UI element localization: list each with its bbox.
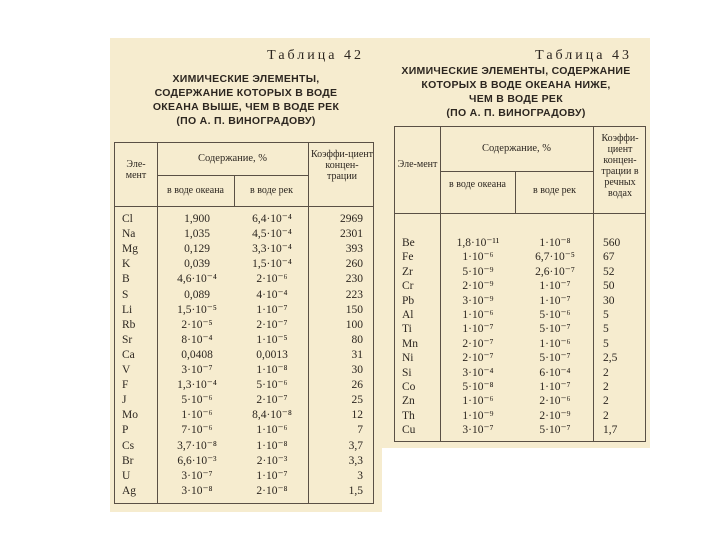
element-cell: Cs bbox=[122, 439, 135, 452]
table-43-page bbox=[382, 38, 650, 448]
ocean-value-cell: 3·10⁻⁹ bbox=[462, 294, 494, 307]
ocean-value-cell: 5·10⁻⁶ bbox=[181, 394, 213, 407]
ocean-value-cell: 6,6·10⁻³ bbox=[177, 454, 217, 467]
ocean-value-cell: 2·10⁻⁷ bbox=[462, 352, 494, 365]
river-value-cell: 1·10⁻⁷ bbox=[256, 303, 288, 316]
element-cell: Zn bbox=[402, 395, 415, 408]
coefficient-cell: 2 bbox=[603, 409, 609, 422]
header-coefficient: Коэффи-циент концен-трации в речных водах bbox=[601, 133, 639, 199]
river-value-cell: 3,3·10⁻⁴ bbox=[252, 243, 292, 256]
ocean-value-cell: 3·10⁻⁸ bbox=[181, 484, 213, 497]
table-row bbox=[395, 309, 645, 323]
element-cell: Zr bbox=[402, 265, 413, 278]
title-line: ОКЕАНА ВЫШЕ, ЧЕМ В ВОДЕ РЕК bbox=[152, 101, 340, 113]
title-line: (ПО А. П. ВИНОГРАДОВУ) bbox=[446, 107, 586, 119]
element-cell: Mn bbox=[402, 337, 418, 350]
header-river: в воде рек bbox=[250, 185, 293, 196]
header-coefficient: Коэффи-циент концен-трации bbox=[311, 149, 373, 182]
header-element: Эле-мент bbox=[125, 159, 147, 181]
coefficient-cell: 393 bbox=[345, 243, 363, 256]
coefficient-cell: 260 bbox=[345, 258, 363, 271]
ocean-value-cell: 1·10⁻⁶ bbox=[462, 309, 494, 321]
river-value-cell: 1·10⁻⁷ bbox=[539, 294, 571, 307]
coefficient-cell: 12 bbox=[351, 409, 363, 422]
coefficient-cell: 67 bbox=[603, 251, 615, 264]
title-line: ХИМИЧЕСКИЕ ЭЛЕМЕНТЫ, СОДЕРЖАНИЕ bbox=[401, 65, 631, 77]
coefficient-cell: 2 bbox=[603, 395, 609, 408]
table-row bbox=[115, 485, 373, 500]
coefficient-cell: 26 bbox=[351, 379, 363, 392]
coefficient-cell: 2 bbox=[603, 381, 609, 393]
table-43-title bbox=[382, 64, 650, 120]
river-value-cell: 2·10⁻⁶ bbox=[256, 273, 288, 286]
table-row bbox=[115, 334, 373, 349]
title-line: СОДЕРЖАНИЕ КОТОРЫХ В ВОДЕ bbox=[154, 87, 338, 99]
table-row bbox=[395, 381, 645, 395]
element-cell: Al bbox=[402, 309, 414, 321]
ocean-value-cell: 3·10⁻⁷ bbox=[462, 424, 494, 437]
table-row bbox=[395, 410, 645, 424]
river-value-cell: 2,6·10⁻⁷ bbox=[535, 265, 575, 278]
river-value-cell: 8,4·10⁻⁸ bbox=[252, 409, 292, 422]
table-row bbox=[395, 323, 645, 337]
river-value-cell: 6,7·10⁻⁵ bbox=[535, 251, 575, 264]
header-content: Содержание, % bbox=[481, 143, 551, 154]
ocean-value-cell: 0,0408 bbox=[181, 348, 213, 361]
river-value-cell: 1,5·10⁻⁴ bbox=[252, 258, 292, 271]
table-row bbox=[115, 258, 373, 273]
ocean-value-cell: 1·10⁻⁷ bbox=[462, 323, 494, 336]
table-43-number: Таблица 43 bbox=[535, 48, 632, 63]
element-cell: J bbox=[122, 394, 127, 407]
table-row bbox=[395, 424, 645, 438]
coefficient-cell: 30 bbox=[603, 294, 615, 307]
ocean-value-cell: 4,6·10⁻⁴ bbox=[177, 273, 217, 286]
ocean-value-cell: 5·10⁻⁹ bbox=[462, 265, 494, 278]
coefficient-cell: 2 bbox=[603, 366, 609, 379]
element-cell: S bbox=[122, 288, 129, 301]
table-row bbox=[115, 304, 373, 319]
element-cell: Si bbox=[402, 366, 412, 379]
element-cell: Cl bbox=[122, 213, 133, 225]
table-row bbox=[395, 237, 645, 251]
river-value-cell: 1·10⁻⁷ bbox=[539, 280, 571, 293]
river-value-cell: 6·10⁻⁴ bbox=[539, 366, 571, 379]
river-value-cell: 5·10⁻⁷ bbox=[539, 323, 571, 336]
table-42-title bbox=[110, 72, 382, 128]
river-value-cell: 0,0013 bbox=[256, 348, 288, 361]
title-line: ЧЕМ В ВОДЕ РЕК bbox=[469, 93, 563, 105]
ocean-value-cell: 2·10⁻⁹ bbox=[462, 280, 494, 293]
river-value-cell: 1·10⁻⁶ bbox=[539, 337, 571, 350]
element-cell: Be bbox=[402, 237, 415, 249]
table-row bbox=[395, 338, 645, 352]
title-line: КОТОРЫХ В ВОДЕ ОКЕАНА НИЖЕ, bbox=[421, 79, 611, 91]
coefficient-cell: 50 bbox=[603, 280, 615, 293]
ocean-value-cell: 1,900 bbox=[184, 213, 210, 225]
element-cell: Th bbox=[402, 409, 415, 422]
table-row bbox=[115, 243, 373, 258]
coefficient-cell: 5 bbox=[603, 337, 609, 350]
element-cell: Ni bbox=[402, 352, 414, 365]
table-42-number: Таблица 42 bbox=[267, 48, 364, 63]
river-value-cell: 2·10⁻⁷ bbox=[256, 394, 288, 407]
element-cell: Rb bbox=[122, 318, 136, 331]
ocean-value-cell: 1,5·10⁻⁵ bbox=[177, 303, 217, 316]
element-cell: Br bbox=[122, 454, 134, 467]
coefficient-cell: 2301 bbox=[340, 228, 363, 241]
table-row bbox=[395, 352, 645, 366]
ocean-value-cell: 0,089 bbox=[184, 288, 210, 301]
element-cell: Ag bbox=[122, 484, 137, 497]
coefficient-cell: 25 bbox=[351, 394, 363, 407]
table-row bbox=[395, 395, 645, 409]
header-river: в воде рек bbox=[533, 185, 576, 196]
ocean-value-cell: 8·10⁻⁴ bbox=[181, 333, 213, 346]
title-line: (ПО А. П. ВИНОГРАДОВУ) bbox=[176, 115, 316, 127]
element-cell: Li bbox=[122, 303, 133, 316]
coefficient-cell: 3,3 bbox=[348, 454, 363, 467]
table-row bbox=[395, 280, 645, 294]
river-value-cell: 5·10⁻⁷ bbox=[539, 352, 571, 365]
ocean-value-cell: 1·10⁻⁹ bbox=[462, 409, 494, 422]
coefficient-cell: 5 bbox=[603, 323, 609, 336]
river-value-cell: 5·10⁻⁶ bbox=[256, 379, 288, 392]
element-cell: Ti bbox=[402, 323, 412, 336]
table-row bbox=[395, 295, 645, 309]
ocean-value-cell: 5·10⁻⁸ bbox=[462, 381, 494, 393]
river-value-cell: 2·10⁻³ bbox=[256, 454, 288, 467]
element-cell: P bbox=[122, 424, 129, 437]
ocean-value-cell: 1,3·10⁻⁴ bbox=[177, 379, 217, 392]
table-row bbox=[115, 455, 373, 470]
ocean-value-cell: 2·10⁻⁵ bbox=[181, 318, 213, 331]
element-cell: Mg bbox=[122, 243, 138, 256]
element-cell: Mo bbox=[122, 409, 138, 422]
ocean-value-cell: 3·10⁻⁷ bbox=[181, 469, 213, 482]
ocean-value-cell: 1,035 bbox=[184, 228, 210, 241]
table-row bbox=[115, 273, 373, 288]
coefficient-cell: 5 bbox=[603, 309, 609, 321]
river-value-cell: 1·10⁻⁸ bbox=[539, 237, 571, 249]
river-value-cell: 2·10⁻⁷ bbox=[256, 318, 288, 331]
river-value-cell: 6,4·10⁻⁴ bbox=[252, 213, 292, 225]
table-row bbox=[115, 319, 373, 334]
river-value-cell: 2·10⁻⁸ bbox=[256, 484, 288, 497]
table-row bbox=[115, 424, 373, 439]
element-cell: Pb bbox=[402, 294, 415, 307]
table-row bbox=[395, 251, 645, 265]
table-42-grid bbox=[114, 142, 374, 504]
table-row bbox=[395, 266, 645, 280]
river-value-cell: 1·10⁻⁸ bbox=[256, 439, 288, 452]
ocean-value-cell: 7·10⁻⁶ bbox=[181, 424, 213, 437]
element-cell: Na bbox=[122, 228, 136, 241]
table-row bbox=[115, 213, 373, 228]
table-row bbox=[115, 228, 373, 243]
river-value-cell: 4·10⁻⁴ bbox=[256, 288, 288, 301]
table-row bbox=[115, 379, 373, 394]
coefficient-cell: 30 bbox=[351, 364, 363, 376]
header-element: Эле-мент bbox=[397, 159, 438, 170]
table-42-page bbox=[110, 38, 382, 512]
table-row bbox=[115, 440, 373, 455]
table-row bbox=[115, 349, 373, 364]
table-43-grid bbox=[394, 126, 646, 442]
ocean-value-cell: 0,039 bbox=[184, 258, 210, 271]
header-content: Содержание, % bbox=[197, 153, 267, 164]
ocean-value-cell: 1·10⁻⁶ bbox=[462, 395, 494, 408]
coefficient-cell: 80 bbox=[351, 333, 363, 346]
ocean-value-cell: 3,7·10⁻⁸ bbox=[177, 439, 217, 452]
title-line: ХИМИЧЕСКИЕ ЭЛЕМЕНТЫ, bbox=[172, 73, 320, 85]
coefficient-cell: 1,5 bbox=[348, 484, 363, 497]
ocean-value-cell: 3·10⁻⁷ bbox=[181, 364, 213, 376]
coefficient-cell: 560 bbox=[603, 237, 621, 249]
element-cell: U bbox=[122, 469, 131, 482]
river-value-cell: 5·10⁻⁶ bbox=[539, 309, 571, 321]
element-cell: Co bbox=[402, 381, 416, 393]
ocean-value-cell: 3·10⁻⁴ bbox=[462, 366, 494, 379]
river-value-cell: 1·10⁻⁷ bbox=[256, 469, 288, 482]
coefficient-cell: 31 bbox=[351, 348, 363, 361]
coefficient-cell: 2,5 bbox=[603, 352, 618, 365]
river-value-cell: 2·10⁻⁹ bbox=[539, 409, 571, 422]
river-value-cell: 1·10⁻⁷ bbox=[539, 381, 571, 393]
coefficient-cell: 1,7 bbox=[603, 424, 618, 437]
element-cell: Sr bbox=[122, 333, 133, 346]
river-value-cell: 2·10⁻⁶ bbox=[539, 395, 571, 408]
river-value-cell: 1·10⁻⁶ bbox=[256, 424, 288, 437]
ocean-value-cell: 1·10⁻⁶ bbox=[462, 251, 494, 264]
element-cell: Cr bbox=[402, 280, 414, 293]
element-cell: V bbox=[122, 364, 131, 376]
ocean-value-cell: 1,8·10⁻¹¹ bbox=[456, 237, 500, 249]
table-row bbox=[115, 289, 373, 304]
element-cell: Fe bbox=[402, 251, 414, 264]
ocean-value-cell: 1·10⁻⁶ bbox=[181, 409, 213, 422]
element-cell: K bbox=[122, 258, 131, 271]
coefficient-cell: 223 bbox=[345, 288, 363, 301]
element-cell: Cu bbox=[402, 424, 416, 437]
coefficient-cell: 3,7 bbox=[348, 439, 363, 452]
river-value-cell: 4,5·10⁻⁴ bbox=[252, 228, 292, 241]
ocean-value-cell: 2·10⁻⁷ bbox=[462, 337, 494, 350]
header-ocean: в воде океана bbox=[448, 179, 506, 190]
river-value-cell: 1·10⁻⁸ bbox=[256, 364, 288, 376]
river-value-cell: 1·10⁻⁵ bbox=[256, 333, 288, 346]
element-cell: B bbox=[122, 273, 130, 286]
coefficient-cell: 52 bbox=[603, 265, 615, 278]
table-row bbox=[115, 409, 373, 424]
table-row bbox=[115, 364, 373, 379]
river-value-cell: 5·10⁻⁷ bbox=[539, 424, 571, 437]
table-row bbox=[395, 367, 645, 381]
coefficient-cell: 230 bbox=[345, 273, 363, 286]
header-ocean: в воде океана bbox=[166, 185, 224, 196]
coefficient-cell: 150 bbox=[345, 303, 363, 316]
table-row bbox=[115, 470, 373, 485]
element-cell: F bbox=[122, 379, 129, 392]
ocean-value-cell: 0,129 bbox=[184, 243, 210, 256]
coefficient-cell: 3 bbox=[357, 469, 363, 482]
coefficient-cell: 7 bbox=[357, 424, 363, 437]
coefficient-cell: 2969 bbox=[340, 213, 363, 225]
coefficient-cell: 100 bbox=[345, 318, 363, 331]
table-row bbox=[115, 394, 373, 409]
element-cell: Ca bbox=[122, 348, 135, 361]
